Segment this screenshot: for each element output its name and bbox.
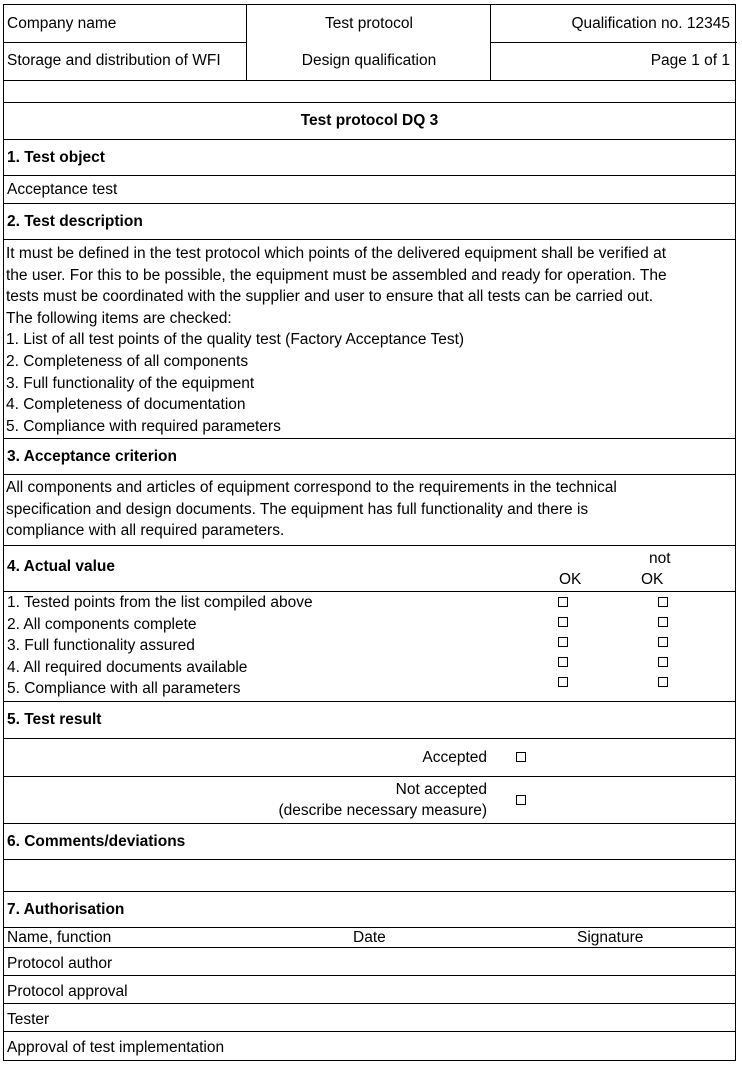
section-heading: 3. Acceptance criterion [7, 448, 177, 465]
authorisation-role: Tester [7, 1011, 50, 1028]
table-row [4, 1031, 735, 1059]
qualification-phase: Design qualification [301, 52, 437, 69]
header-block [4, 5, 735, 80]
authorisation-header-row [4, 927, 735, 947]
section-test-description [4, 203, 735, 239]
qualification-number: Qualification no. 12345 [571, 15, 730, 32]
list-item: 4. All required documents available [7, 659, 248, 676]
not-accepted-note: (describe necessary measure) [278, 802, 487, 819]
list-item: 2. All components complete [7, 616, 197, 633]
not-ok-column-label-top: not [649, 550, 671, 567]
comments-field[interactable] [4, 859, 735, 891]
acceptance-criterion-text: All components and articles of equipment correspond to the requirements in the technical specification and design documents. The equipment has full functionality and there is compliance with all required parameters. [6, 479, 617, 540]
section-comments [4, 823, 735, 859]
not-ok-checkbox[interactable] [658, 657, 668, 667]
table-row [4, 947, 735, 975]
column-header-signature: Signature [577, 929, 644, 946]
title-row [4, 102, 735, 139]
test-protocol-form [3, 4, 736, 1061]
actual-value-checklist [4, 591, 735, 701]
doc-type: Test protocol [325, 15, 413, 32]
not-accepted-label: Not accepted [395, 781, 487, 798]
not-ok-checkbox[interactable] [658, 677, 668, 687]
ok-checkbox[interactable] [558, 617, 568, 627]
column-header-name: Name, function [7, 929, 112, 946]
result-not-accepted-row [4, 776, 735, 823]
authorisation-role: Protocol approval [7, 983, 128, 1000]
not-ok-checkbox[interactable] [658, 597, 668, 607]
not-ok-checkbox[interactable] [658, 617, 668, 627]
table-row [4, 1003, 735, 1031]
section-acceptance-criterion [4, 438, 735, 474]
test-description-text: It must be defined in the test protocol which points of the delivered equipment shall be verified at the user. For this to be possible, the equipment must be assembled and ready for operation. The tests must be coordinated with the supplier and user to ensure that all tests can be carried out. The following items are checked: 1. List of all test points of the quality test (Factory Acceptance Test) 2. Completeness of all components 3. Full functionality of the equipment 4. Completeness of documentation 5. Compliance with required parameters [6, 245, 667, 435]
section-authorisation [4, 891, 735, 927]
section-heading: 7. Authorisation [7, 901, 125, 918]
page-number: Page 1 of 1 [650, 52, 730, 69]
section-test-object [4, 139, 735, 175]
not-ok-column-label-bottom: OK [641, 571, 664, 588]
accepted-label: Accepted [422, 749, 487, 766]
system-name: Storage and distribution of WFI [7, 52, 221, 69]
list-item: 1. Tested points from the list compiled above [7, 594, 313, 611]
test-object-text: Acceptance test [7, 181, 118, 198]
section-test-result [4, 701, 735, 738]
column-header-date: Date [353, 929, 386, 946]
ok-column-label: OK [559, 571, 582, 588]
section-heading: 2. Test description [7, 213, 143, 230]
ok-checkbox[interactable] [558, 657, 568, 667]
company-name: Company name [7, 15, 117, 32]
not-ok-checkbox[interactable] [658, 637, 668, 647]
accepted-checkbox[interactable] [516, 752, 526, 762]
authorisation-role: Approval of test implementation [7, 1039, 225, 1056]
spacer-row [4, 80, 735, 102]
table-row [4, 975, 735, 1003]
section-heading: 5. Test result [7, 711, 102, 728]
result-accepted-row [4, 738, 735, 776]
section-actual-value [4, 545, 735, 591]
section-heading: 4. Actual value [7, 558, 115, 575]
list-item: 3. Full functionality assured [7, 637, 195, 654]
ok-checkbox[interactable] [558, 637, 568, 647]
authorisation-role: Protocol author [7, 955, 113, 972]
not-accepted-checkbox[interactable] [516, 795, 526, 805]
section-heading: 1. Test object [7, 149, 105, 166]
ok-checkbox[interactable] [558, 597, 568, 607]
protocol-title: Test protocol DQ 3 [300, 112, 439, 129]
section-heading: 6. Comments/deviations [7, 833, 186, 850]
list-item: 5. Compliance with all parameters [7, 680, 241, 697]
ok-checkbox[interactable] [558, 677, 568, 687]
